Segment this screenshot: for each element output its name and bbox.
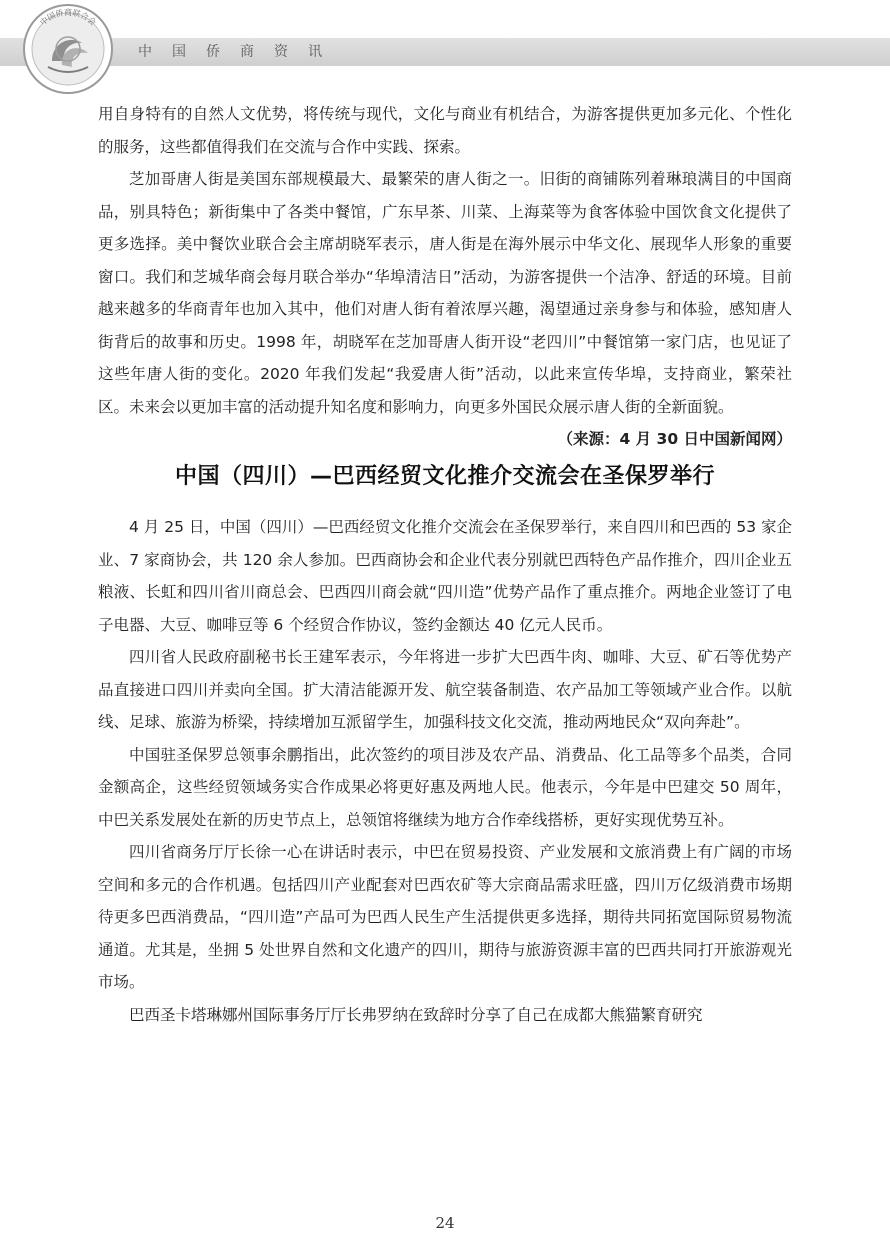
header-title: 中国侨商资讯 — [138, 44, 342, 60]
article2-paragraph-5: 巴西圣卡塔琳娜州国际事务厅厅长弗罗纳在致辞时分享了自己在成都大熊猫繁育研究 — [129, 1005, 703, 1024]
article1-paragraph-1: 用自身特有的自然人文优势，将传统与现代，文化与商业有机结合，为游客提供更加多元化、个性化的服务，这些都值得我们在交流与合作中实践、探索。 — [98, 105, 792, 156]
article2-paragraph-4: 四川省商务厅厅长徐一心在讲话时表示，中巴在贸易投资、产业发展和文旅消费上有广阔的市场空间和多元的合作机遇。包括四川产业配套对巴西农矿等大宗商品需求旺盛，四川万亿级消费市场期待更多巴西消费品，“四川造”产品可为巴西人民生产生活提供更多选择，期待共同拓宽国际贸易物流通道。尤其是，坐拥 5 处世界自然和文化遗产的四川，期待与旅游资源丰富的巴西共同打开旅游观光市场。 — [98, 843, 792, 991]
article2-paragraph-2: 四川省人民政府副秘书长王建军表示，今年将进一步扩大巴西牛肉、咖啡、大豆、矿石等优势产品直接进口四川并卖向全国。扩大清洁能源开发、航空装备制造、农产品加工等领域产业合作。以航线、足球、旅游为桥梁，持续增加互派留学生，加强科技文化交流，推动两地民众“双向奔赴”。 — [98, 648, 792, 731]
article1-paragraph-2 — [98, 163, 792, 448]
page-content — [98, 98, 792, 1031]
federation-logo — [22, 3, 114, 95]
page-number: 24 — [435, 1214, 455, 1232]
article1-paragraph-2-text: 芝加哥唐人街是美国东部规模最大、最繁荣的唐人街之一。旧街的商铺陈列着琳琅满目的中国商品，别具特色；新街集中了各类中餐馆，广东早茶、川菜、上海菜等为食客体验中国饮食文化提供了更多选择。美中餐饮业联合会主席胡晓军表示，唐人街是在海外展示中华文化、展现华人形象的重要窗口。我们和芝城华商会每月联合举办“华埠清洁日”活动，为游客提供一个洁净、舒适的环境。目前越来越多的华商青年也加入其中，他们对唐人街有着浓厚兴趣，渴望通过亲身参与和体验，感知唐人街背后的故事和历史。1998 年，胡晓军在芝加哥唐人街开设“老四川”中餐馆第一家门店，也见证了这些年唐人街的变化。2020 年我们发起“我爱唐人街”活动，以此来宣传华埠，支持商业，繁荣社区。未来会以更加丰富的活动提升知名度和影响力，向更多外国民众展示唐人街的全新面貌。 — [98, 170, 792, 416]
article2-paragraph-1: 4 月 25 日，中国（四川）—巴西经贸文化推介交流会在圣保罗举行，来自四川和巴西的 53 家企业、7 家商协会，共 120 余人参加。巴西商协会和企业代表分别就巴西特色产品作推介，四川企业五粮液、长虹和四川省川商总会、巴西四川商会就“四川造”优势产品作了重点推介。两地企业签订了电子电器、大豆、咖啡豆等 6 个经贸合作协议，签约金额达 40 亿元人民币。 — [98, 518, 792, 634]
article2-paragraph-3: 中国驻圣保罗总领事余鹏指出，此次签约的项目涉及农产品、消费品、化工品等多个品类，合同金额高企，这些经贸领域务实合作成果必将更好惠及两地人民。他表示，今年是中巴建交 50 周年，中巴关系发展处在新的历史节点上，总领馆将继续为地方合作牵线搭桥，更好实现优势互补。 — [98, 745, 792, 829]
header-band — [0, 38, 890, 66]
article2-title: 中国（四川）—巴西经贸文化推介交流会在圣保罗举行 — [174, 464, 715, 489]
logo-text: 中国侨商联合会 — [38, 7, 98, 28]
article1-source: （来源：4 月 30 日中国新闻网） — [557, 430, 792, 448]
